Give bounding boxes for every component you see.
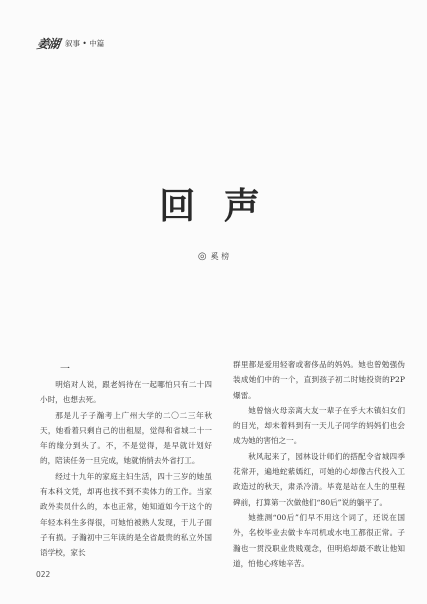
article-title: 回 声 bbox=[159, 185, 268, 227]
paragraph: 明焰对人说，跟老妈待在一起哪怕只有二十四小时，也想去死。 bbox=[40, 380, 212, 405]
magazine-logo: 姜湖 bbox=[35, 37, 60, 51]
paragraph: 群里都是爱用轻奢或奢侈品的妈妈。她也曾勉强伪装成她们中的一个，直到孩子初二时她投资的P2P爆雷。 bbox=[233, 360, 405, 400]
masthead bbox=[37, 35, 104, 52]
paragraph: 经过十九年的家庭主妇生活，四十三岁的她虽有本科文凭，却再也找不到不卖体力的工作。当家政外卖员什么的，本也正常，她知道如今干这个的年轻本科生多得很，可她怕被熟人发现，于儿子面子有损。子瀚初中三年读的是全省最贵的私立外国语学校，家长 bbox=[40, 471, 212, 558]
paragraph: 她推测“00后”们早不用这个词了，还说在国外，名校毕业去做卡车司机或水电工都很正常。子瀚也一贯没职业贵贱观念，但明焰却最不敢让他知道，怕他心疼她辛苦。 bbox=[233, 512, 405, 568]
paragraph: 秋风起来了，园林设计师们的搭配令省城四季花常开，遍地蛇紫嫣红，可她的心却像古代投入工政造过的秋天，肃杀冷清。毕竟是站在人生的里程碑前，打算第一次做他们“80后”说的躺平了。 bbox=[233, 451, 405, 507]
text-column-right bbox=[233, 357, 405, 571]
text-column-left bbox=[40, 363, 212, 561]
paragraph: 那是儿子子瀚考上广州大学的二〇二三年秋天，她看着只剩自己的出租屋，觉得和省城二十一年的缘分到头了。不，不是觉得，是早就计划好的，陪读任务一旦完成，她就悄悄去外省打工。 bbox=[40, 410, 212, 466]
paragraph: 她曾恼火母亲离大友一辈子在乎大木镇妇女们的目光，却未着料到有一天儿子同学的妈妈们也会成为她的害怕之一。 bbox=[233, 405, 405, 446]
byline-circle-icon: ◎ bbox=[197, 251, 207, 262]
chapter-number: 一 bbox=[60, 364, 70, 375]
page-number: 022 bbox=[36, 570, 51, 579]
author-name: 奚 榜 bbox=[210, 252, 230, 261]
byline bbox=[0, 251, 427, 262]
section-label: 叙事 • 中篇 bbox=[65, 39, 105, 48]
